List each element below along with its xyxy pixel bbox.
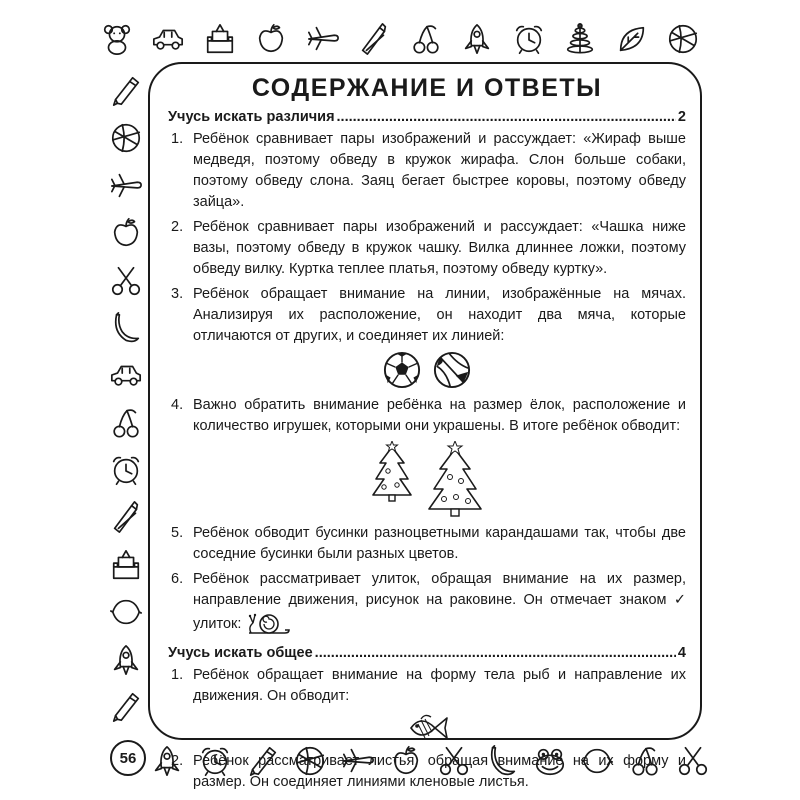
cherries-icon bbox=[109, 406, 143, 440]
balls-illustration bbox=[168, 351, 686, 389]
answer-number: 4. bbox=[171, 397, 184, 414]
answer-text: Ребёнок сравнивает пары изображений и рассуждает: «Чашка ниже вазы, поэтому обведу в кружок чашку. Вилка длиннее ложки, поэтому обведу вилку. Куртка теплее платья, поэтому обведу куртку». bbox=[193, 219, 686, 278]
answer-text-body: Ребёнок рассматривает улиток, обращая внимание на их размер, направление движения, рисунок на раковине. Он отмечает знаком ✓ улиток: bbox=[193, 571, 686, 633]
rocket-icon bbox=[109, 643, 143, 677]
snail-icon bbox=[245, 611, 293, 637]
answer-item bbox=[168, 217, 686, 280]
answer-text: Ребёнок сравнивает пары изображений и рассуждает: «Жираф выше медведя, поэтому обведу в кружок жирафа. Слон больше собаки, поэтому обведу слона. Заяц бегает быстрее коровы, поэтому обведу зайца». bbox=[193, 131, 686, 211]
ball-icon bbox=[666, 22, 700, 56]
answer-item bbox=[168, 523, 686, 565]
teddy-bear-icon bbox=[100, 22, 134, 56]
cherries-icon bbox=[409, 22, 443, 56]
apple-icon bbox=[254, 22, 288, 56]
castle-blocks-icon bbox=[203, 22, 237, 56]
fish-illustration bbox=[168, 711, 686, 745]
crayons-icon bbox=[109, 500, 143, 534]
leaf-icon bbox=[615, 22, 649, 56]
main-content bbox=[168, 72, 686, 797]
toc-entry-common bbox=[168, 645, 686, 661]
answer-item bbox=[168, 284, 686, 347]
answer-text: Ребёнок рассматривает листья, обращая внимание на их форму и размер. Он соединяет линиями кленовые листья. bbox=[193, 753, 686, 791]
answer-number: 2. bbox=[171, 753, 184, 770]
toc-page-number: 2 bbox=[677, 109, 686, 125]
apple-icon bbox=[109, 216, 143, 250]
fish-icon bbox=[405, 711, 449, 745]
answer-item bbox=[168, 569, 686, 637]
answer-number: 2. bbox=[171, 219, 184, 236]
car-icon bbox=[109, 358, 143, 392]
toc-page-number: 4 bbox=[677, 645, 686, 662]
answer-item bbox=[168, 395, 686, 437]
answer-item bbox=[168, 129, 686, 213]
trees-illustration bbox=[168, 441, 686, 517]
crayons-icon bbox=[357, 22, 391, 56]
page-number: 56 bbox=[110, 740, 146, 776]
castle-blocks-icon bbox=[109, 548, 143, 582]
toc-label: Учусь искать различия bbox=[168, 109, 335, 125]
ball-icon bbox=[109, 121, 143, 155]
alarm-clock-icon bbox=[512, 22, 546, 56]
answer-text: Ребёнок обращает внимание на линии, изображённые на мячах. Анализируя их расположение, он находит два мяча, которые отличаются от других, и соединяет их линией: bbox=[193, 286, 686, 345]
lemon-icon bbox=[109, 595, 143, 629]
scissors-icon bbox=[109, 264, 143, 298]
airplane-icon bbox=[306, 22, 340, 56]
left-border-icons bbox=[104, 74, 148, 724]
toc-dot-leader bbox=[337, 109, 676, 125]
answer-number: 1. bbox=[171, 667, 184, 684]
pyramid-toy-icon bbox=[563, 22, 597, 56]
answer-item bbox=[168, 665, 686, 707]
answer-text bbox=[193, 569, 686, 637]
christmas-tree-icon bbox=[370, 441, 414, 503]
answer-text: Важно обратить внимание ребёнка на размер ёлок, расположение и количество игрушек, которыми они украшены. В итоге ребёнок обводит: bbox=[193, 397, 686, 435]
banana-icon bbox=[109, 311, 143, 345]
answer-item bbox=[168, 751, 686, 793]
toc-dot-leader bbox=[315, 645, 676, 661]
airplane-icon bbox=[109, 169, 143, 203]
soccer-ball-icon bbox=[383, 351, 421, 389]
page-title: СОДЕРЖАНИЕ И ОТВЕТЫ bbox=[251, 74, 603, 102]
toc-label: Учусь искать общее bbox=[168, 645, 313, 662]
car-icon bbox=[151, 22, 185, 56]
beach-ball-icon bbox=[433, 351, 471, 389]
pencil-icon bbox=[109, 690, 143, 724]
christmas-tree-icon bbox=[426, 441, 484, 517]
answer-number: 3. bbox=[171, 286, 184, 303]
alarm-clock-icon bbox=[109, 453, 143, 487]
answer-number: 6. bbox=[171, 571, 184, 588]
answer-number: 5. bbox=[171, 525, 184, 542]
rocket-icon bbox=[460, 22, 494, 56]
answer-text: Ребёнок обращает внимание на форму тела рыб и направление их движения. Он обводит: bbox=[193, 667, 686, 705]
answer-text: Ребёнок обводит бусинки разноцветными карандашами так, чтобы две соседние бусинки были разных цветов. bbox=[193, 525, 686, 563]
toc-entry-differences bbox=[168, 109, 686, 125]
top-border-icons bbox=[100, 14, 700, 64]
pencil-icon bbox=[109, 74, 143, 108]
answer-number: 1. bbox=[171, 131, 184, 147]
